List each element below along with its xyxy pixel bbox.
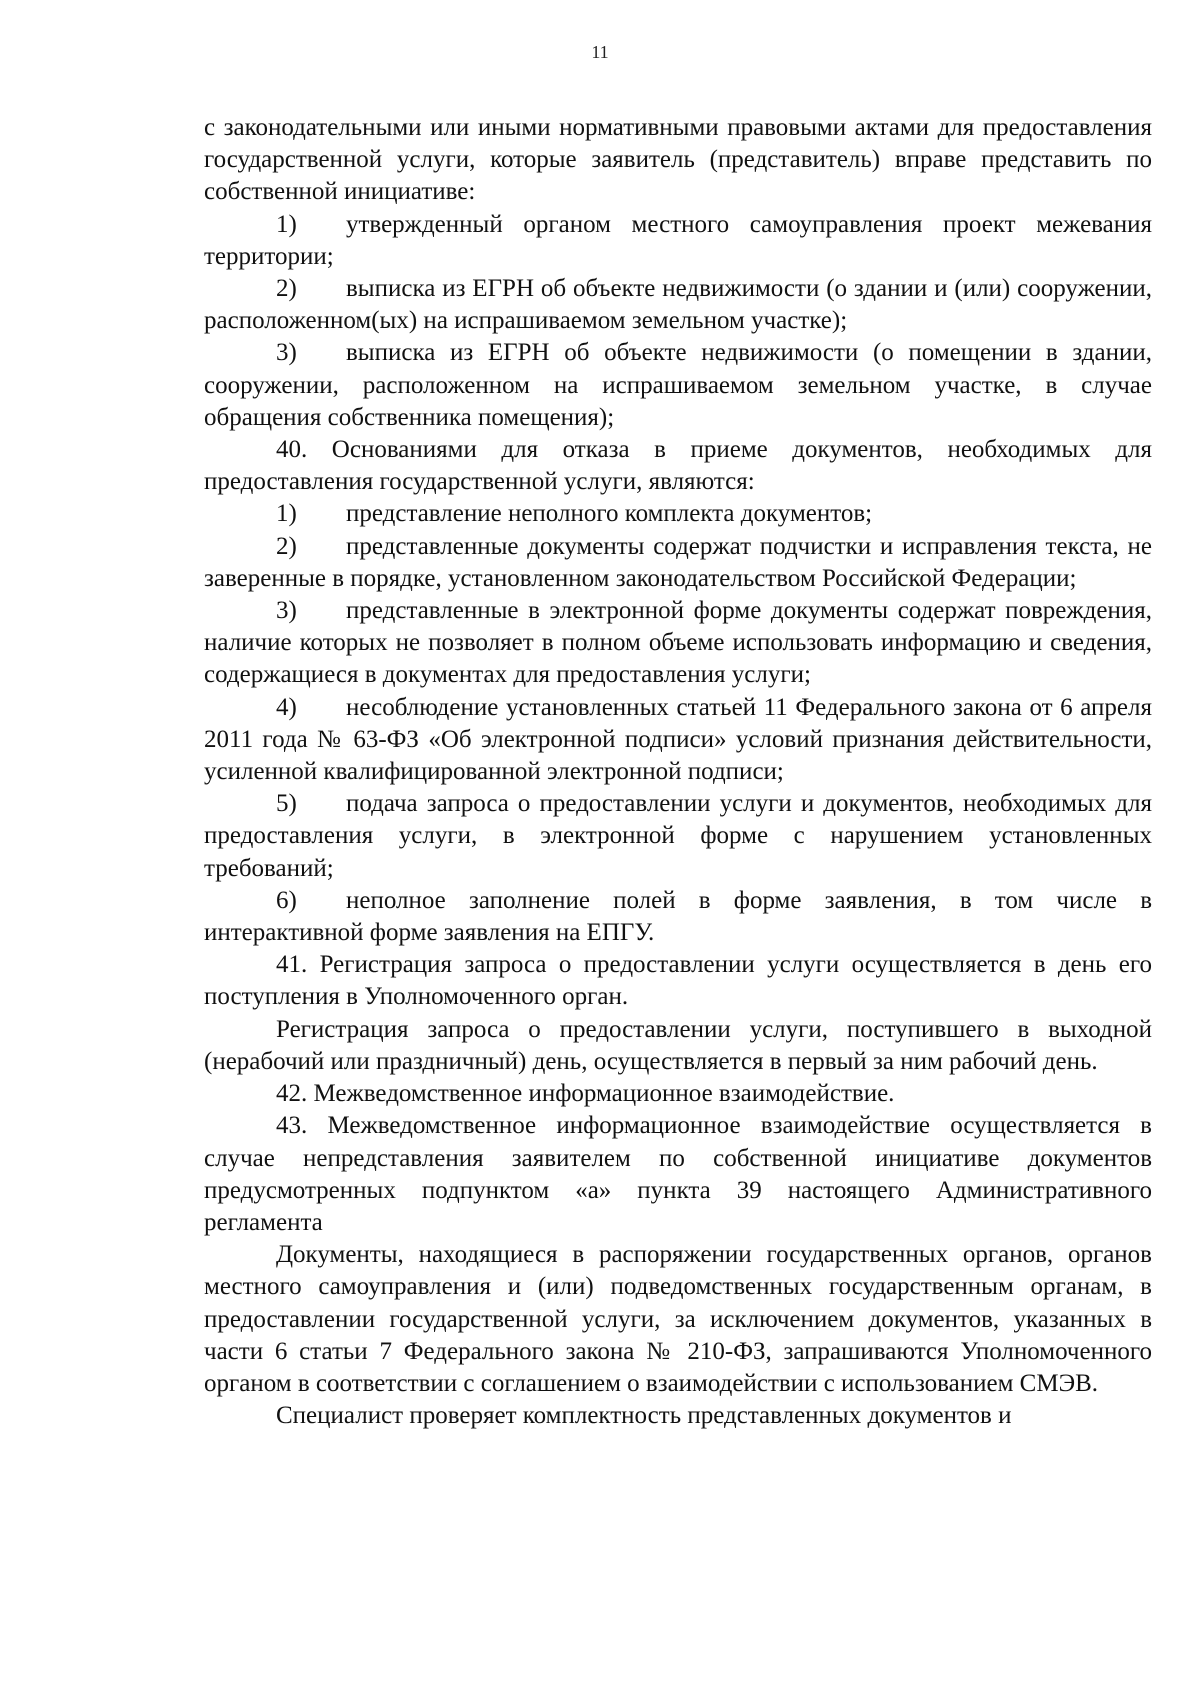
paragraph xyxy=(204,1110,1152,1239)
list-item-text: представление неполного комплекта документов; xyxy=(346,500,873,528)
list-item-text: представленные в электронной форме документы содержат повреждения, наличие которых не позволяет в полном объеме использовать информацию и сведения, содержащиеся в документах для предоставления услуги; xyxy=(204,597,1152,689)
list-item-number: 5) xyxy=(276,790,297,818)
list-item xyxy=(204,337,1152,434)
paragraph-text: 41. Регистрация запроса о предоставлении услуги осуществляется в день его поступления в Уполномоченного орган. xyxy=(204,951,1152,1011)
list-item-text: выписка из ЕГРН об объекте недвижимости (о помещении в здании, сооружении, расположенном на испрашиваемом земельном участке, в случае обращения собственника помещения); xyxy=(204,339,1152,431)
document-body xyxy=(204,112,1152,1432)
list-item xyxy=(204,788,1152,885)
paragraph-text: 43. Межведомственное информационное взаимодействие осуществляется в случае непредставления заявителем по собственной инициативе документов предусмотренных подпунктом «а» пункта 39 настоящего Административного регламента xyxy=(204,1112,1152,1236)
list-item-text: выписка из ЕГРН об объекте недвижимости (о здании и (или) сооружении, расположенном(ых) на испрашиваемом земельном участке); xyxy=(204,275,1152,335)
list-item xyxy=(204,498,1152,530)
list-item-number: 2) xyxy=(276,532,297,560)
list-item xyxy=(204,692,1152,789)
list-item xyxy=(204,273,1152,337)
paragraph-text: Регистрация запроса о предоставлении услуги, поступившего в выходной (нерабочий или праздничный) день, осуществляется в первый за ним рабочий день. xyxy=(204,1015,1152,1075)
paragraph-text: Документы, находящиеся в распоряжении государственных органов, органов местного самоуправления и (или) подведомственных государственным органам, в предоставлении государственной услуги, за исключением документов, указанных в части 6 статьи 7 Федерального закона № 210-ФЗ, запрашиваются Уполномоченного органом в соответствии с соглашением о взаимодействии с использованием СМЭВ. xyxy=(204,1241,1152,1397)
list-item-text: неполное заполнение полей в форме заявления, в том числе в интерактивной форме заявления на ЕПГУ. xyxy=(204,886,1152,947)
list-item-number: 1) xyxy=(276,500,297,528)
list-item-number: 3) xyxy=(276,339,297,367)
paragraph-text: с законодательными или иными нормативными правовыми актами для предоставления государственной услуги, которые заявитель (представитель) вправе представить по собственной инициативе: xyxy=(204,114,1152,206)
list-item-number: 1) xyxy=(276,210,297,238)
list-item-text: подача запроса о предоставлении услуги и документов, необходимых для предоставления услуги, в электронной форме с нарушением установленных требований; xyxy=(204,790,1152,882)
list-item-number: 6) xyxy=(276,886,297,914)
list-item xyxy=(204,885,1152,949)
list-item xyxy=(204,531,1152,595)
list-item-text: утвержденный органом местного самоуправления проект межевания территории; xyxy=(204,210,1152,270)
paragraph xyxy=(204,1014,1152,1078)
paragraph-text: 40. Основаниями для отказа в приеме документов, необходимых для предоставления государственной услуги, являются: xyxy=(204,436,1152,496)
list-item-number: 4) xyxy=(276,693,297,721)
paragraph xyxy=(204,949,1152,1013)
paragraph xyxy=(204,1078,1152,1110)
paragraph-text: Специалист проверяет комплектность представленных документов и xyxy=(276,1402,1012,1430)
paragraph-continuation xyxy=(204,112,1152,209)
list-item xyxy=(204,595,1152,692)
list-item-number: 2) xyxy=(276,275,297,303)
list-item-text: представленные документы содержат подчистки и исправления текста, не заверенные в порядке, установленном законодательством Российской Федерации; xyxy=(204,532,1152,592)
list-item-text: несоблюдение установленных статьей 11 Федерального закона от 6 апреля 2011 года № 63-ФЗ «Об электронной подписи» условий признания действительности, усиленной квалифицированной электронной подписи; xyxy=(204,693,1152,786)
paragraph-text: 42. Межведомственное информационное взаимодействие. xyxy=(276,1080,895,1108)
paragraph xyxy=(204,1239,1152,1400)
paragraph xyxy=(204,1400,1152,1432)
paragraph xyxy=(204,434,1152,498)
list-item-number: 3) xyxy=(276,597,297,625)
page-number: 11 xyxy=(591,42,609,62)
list-item xyxy=(204,209,1152,273)
